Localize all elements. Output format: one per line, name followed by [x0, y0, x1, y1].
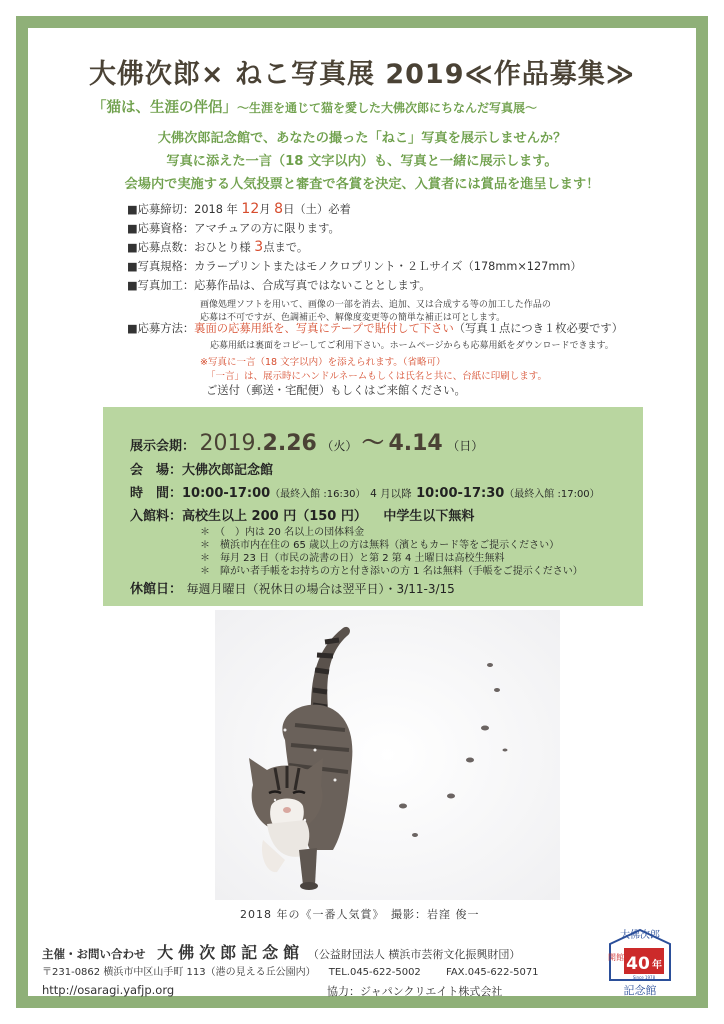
subtitle	[92, 96, 537, 117]
deadline-row: ■応募締切：2018 年 12月 8日（土）必着	[127, 201, 351, 217]
intro-line-3: 会場内で実施する人気投票と審査で各賞を決定、入賞者には賞品を進呈します！	[124, 177, 600, 192]
deadline-day: 8	[274, 201, 284, 217]
fee-amount: 高校生以上 200 円（150 円）	[182, 509, 367, 524]
tel: TEL.045-622-5002	[328, 967, 421, 978]
deadline-label: ■応募締切：	[127, 203, 195, 216]
cat-in-snow-photo	[215, 610, 560, 900]
seal-top-text: 大佛次郎	[620, 930, 660, 941]
count-label: ■応募点数：	[127, 241, 195, 254]
seal-left-text: 開館	[608, 953, 624, 962]
processing-label: ■写真加工：	[127, 279, 195, 292]
period-start: 2.26	[262, 431, 317, 456]
organizer-note: （公益財団法人 横浜市芸術文化振興財団）	[307, 948, 521, 961]
eligibility-row: ■応募資格：アマチュアの方に限ります。	[127, 222, 340, 235]
hours-row: 時 間：10:00-17:00（最終入館 :16:30） 4 月以降 10:00-17:30（最終入館 :17:00）	[130, 486, 600, 501]
seal-graphic	[600, 922, 680, 1000]
fee-note-2: ＊ 横浜市内在住の 65 歳以上の方は無料（濱ともカード等をご提示ください）	[200, 540, 560, 551]
comment-note-1: ※写真に一言（18 文字以内）を添えられます。（省略可）	[200, 357, 446, 368]
seal-since: Since 1978	[632, 975, 656, 980]
organizer-label: 主催・お問い合わせ	[42, 947, 146, 961]
organizer-name: 大佛次郎記念館	[157, 943, 305, 962]
format-row: ■写真規格：カラープリントまたはモノクロプリント・２Ｌサイズ（178mm×127mm）	[127, 260, 582, 273]
seal-number: 40	[626, 954, 650, 974]
period-label: 展示会期：	[130, 439, 196, 454]
fee-note-4: ＊ 障がい者手帳をお持ちの方と付き添いの方 1 名は無料（手帳をご提示ください）	[200, 566, 583, 577]
subtitle-main: 「猫は、生涯の伴侶」	[92, 100, 237, 116]
venue-name: 大佛次郎記念館	[182, 463, 274, 478]
count-row: ■応募点数：おひとり様 3点まで。	[127, 239, 309, 255]
send-instruction: ご送付（郵送・宅配便）もしくはご来館ください。	[206, 384, 466, 397]
method-instruction: 裏面の応募用紙を、写真にテープで貼付して下さい	[194, 322, 454, 335]
format-label: ■写真規格：	[127, 260, 195, 273]
fee-free: 中学生以下無料	[383, 509, 475, 524]
processing-note-2: 応募は不可ですが、色調補正や、解像度変更等の簡単な補正は可とします。	[200, 313, 506, 323]
address: 〒231-0862 横浜市中区山手町 113（港の見える丘公園内）	[42, 967, 316, 978]
period-end: 4.14	[388, 431, 443, 456]
organizer-row	[42, 940, 520, 963]
venue-label: 会 場：	[130, 463, 183, 478]
closed-days: 毎週月曜日（祝休日の場合は翌平日）・3/11-3/15	[186, 582, 455, 596]
method-note: 応募用紙は裏面をコピーしてご利用下さい。ホームページからも応募用紙をダウンロードできます。	[210, 341, 614, 351]
processing-row: ■写真加工：応募作品は、合成写真ではないこととします。	[127, 279, 431, 292]
anniversary-seal	[600, 922, 680, 1000]
deadline-month: 12	[241, 201, 260, 217]
fee-note-3: ＊ 毎月 23 日（市民の読書の日）と第 2 第 4 土曜日は高校生無料	[200, 553, 505, 564]
method-row: ■応募方法：裏面の応募用紙を、写真にテープで貼付して下さい（写真１点につき１枚必要です）	[127, 322, 624, 335]
subtitle-sub: ～生涯を通じて猫を愛した大佛次郎にちなんだ写真展～	[237, 101, 538, 115]
venue-row	[130, 459, 273, 478]
seal-unit: 年	[652, 960, 662, 971]
eligibility-label: ■応募資格：	[127, 222, 195, 235]
website-url[interactable]: http://osaragi.yafjp.org	[42, 983, 175, 997]
hours-label: 時 間：	[130, 486, 183, 501]
fee-label: 入館料：	[130, 509, 183, 524]
fee-note-1: ＊ （ ）内は 20 名以上の団体料金	[200, 527, 365, 538]
fee-row	[130, 505, 474, 524]
method-label: ■応募方法：	[127, 322, 195, 335]
period-tilde: ～	[361, 431, 384, 456]
count-number: 3	[254, 239, 264, 255]
processing-note-1: 画像処理ソフトを用いて、画像の一部を消去、追加、又は合成する等の加工した作品の	[200, 300, 551, 310]
seal-bottom-text: 記念館	[623, 984, 657, 997]
closed-label: 休館日：	[130, 582, 183, 597]
comment-note-2: 「一言」は、展示時にハンドルネームもしくは氏名と共に、台紙に印刷します。	[206, 371, 547, 382]
page-title: 大佛次郎× ねこ写真展 2019≪作品募集≫	[88, 59, 636, 90]
photo-caption: 2018 年の《一番人気賞》 撮影：岩窪 俊一	[240, 908, 480, 921]
cooperation: 協力：ジャパンクリエイト株式会社	[327, 985, 503, 998]
fax: FAX.045-622-5071	[446, 967, 539, 978]
address-row	[42, 963, 539, 978]
intro-line-1: 大佛次郎記念館で、あなたの撮った「ねこ」写真を展示しませんか？	[157, 131, 567, 146]
closed-row	[130, 578, 455, 597]
period-row: 展示会期： 2019.2.26 （火） ～ 4.14 （日）	[130, 431, 484, 456]
intro-line-2: 写真に添えた一言（18 文字以内）も、写真と一緒に展示します。	[166, 154, 558, 169]
